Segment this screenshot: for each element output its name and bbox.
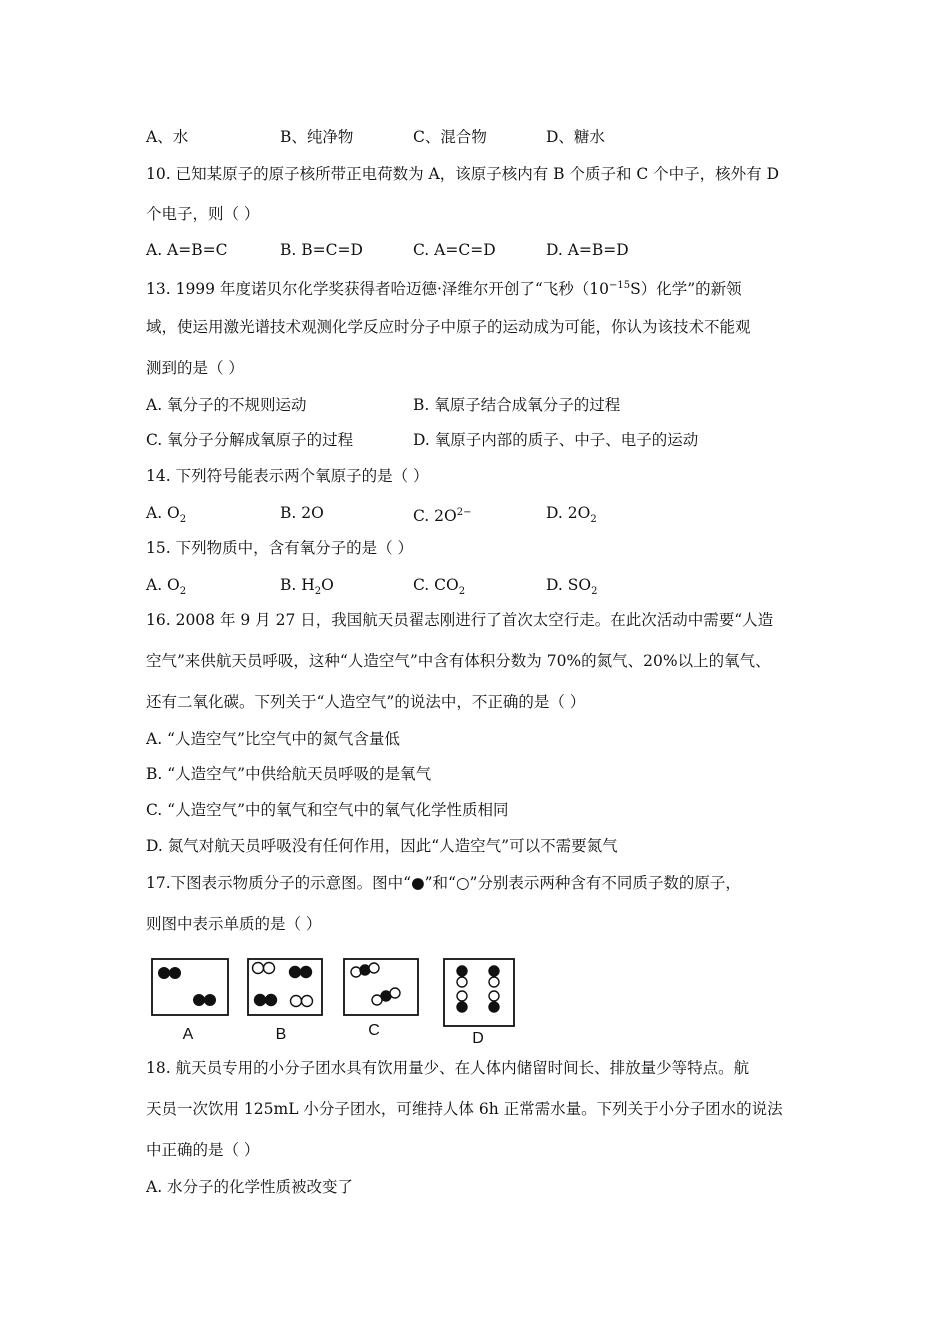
q15-d-text: D. SO [546,576,592,594]
q13-option-d: D. 氧原子内部的质子、中子、电子的运动 [413,431,699,449]
q15-b-text: B. H [280,576,315,594]
figure-d-box [444,959,514,1026]
q14-a-text: A. O [146,504,180,522]
q15-b-post: O [321,576,334,594]
figure-label-a: A [182,1026,194,1043]
figure-a-molecules [158,967,216,1006]
q15-stem: 15. 下列物质中，含有氧分子的是（ ） [146,539,414,557]
q9-option-a: A、水 [146,128,189,146]
q18-stem-line3: 中正确的是（ ） [146,1141,260,1159]
q16-stem-line3: 还有二氧化碳。下列关于“人造空气”的说法中，不正确的是（ ） [146,693,586,711]
q14-stem: 14. 下列符号能表示两个氧原子的是（ ） [146,467,429,485]
q13-exponent: −15 [609,280,631,291]
q15-option-c [413,575,465,602]
q13-option-a: A. 氧分子的不规则运动 [146,396,307,414]
figure-label-d: D [472,1030,484,1045]
q13-option-c: C. 氧分子分解成氧原子的过程 [146,431,354,449]
q13-option-b: B. 氧原子结合成氧分子的过程 [413,396,621,414]
q14-d-sub: 2 [590,514,597,526]
q13-stem-line1-pre: 13. 1999 年度诺贝尔化学奖获得者哈迈德·泽维尔开创了“飞秒（10 [146,280,610,299]
q14-c-text: C. 2O [413,507,457,526]
q15-c-sub: 2 [458,586,466,598]
q15-option-d [546,575,597,602]
q14-d-text: D. 2O [546,504,591,522]
q15-c-text: C. CO [413,576,459,594]
q10-stem-line1: 10. 已知某原子的原子核所带正电荷数为 A，该原子核内有 B 个质子和 C 个中子，核外有 D [146,165,780,183]
q14-option-c [413,503,471,526]
q15-d-sub: 2 [591,586,598,598]
q15-a-text: A. O [146,576,180,594]
q17-stem-line1: 17.下图表示物质分子的示意图。图中“●”和“○”分别表示两种含有不同质子数的原子， [146,874,741,892]
q13-stem-line3: 测到的是（ ） [146,359,244,377]
q14-option-a [146,503,186,530]
q10-option-a: A. A=B=C [146,241,228,259]
q13-stem-line1 [146,276,742,299]
q10-option-c: C. A=C=D [413,241,496,259]
q10-stem-line2: 个电子，则（ ） [146,205,260,223]
q16-stem-line2: 空气”来供航天员呼吸，这种“人造空气”中含有体积分数为 70%的氮气、20%以上的氧气、 [146,652,771,670]
q18-stem-line2: 天员一次饮用 125mL 小分子团水，可维持人体 6h 正常需水量。下列关于小分子团水的说法 [146,1100,783,1118]
figure-c-molecules [351,963,400,1005]
q17-stem-line2: 则图中表示单质的是（ ） [146,915,322,933]
q9-option-b: B、纯净物 [280,128,354,146]
figure-label-b: B [275,1026,287,1043]
q14-a-sub: 2 [179,514,187,526]
q18-option-a: A. 水分子的化学性质被改变了 [146,1178,354,1196]
q16-stem-line1: 16. 2008 年 9 月 27 日，我国航天员翟志刚进行了首次太空行走。在此次活动中需要“人造 [146,611,774,629]
q15-option-b [280,575,334,602]
molecule-figure [148,955,520,1045]
q16-option-a: A. “人造空气”比空气中的氮气含量低 [146,730,400,748]
q16-option-b: B. “人造空气”中供给航天员呼吸的是氧气 [146,765,432,783]
q13-stem-line1-post: S）化学”的新领 [630,280,742,299]
q18-stem-line1: 18. 航天员专用的小分子团水具有饮用量少、在人体内储留时间长、排放量少等特点。航 [146,1059,750,1077]
q16-option-c: C. “人造空气”中的氧气和空气中的氧气化学性质相同 [146,801,509,819]
figure-label-c: C [368,1022,380,1039]
q13-stem-line2: 域，使运用激光谱技术观测化学反应时分子中原子的运动成为可能，你认为该技术不能观 [146,318,751,336]
q15-a-sub: 2 [179,586,187,598]
q14-c-sup: 2− [456,507,472,518]
q14-option-d [546,503,597,530]
q16-option-d: D. 氮气对航天员呼吸没有任何作用，因此“人造空气”可以不需要氮气 [146,837,618,855]
q9-option-d: D、糖水 [546,128,605,146]
q10-option-d: D. A=B=D [546,241,629,259]
figure-b-molecules [253,963,313,1007]
q9-option-c: C、混合物 [413,128,487,146]
q10-option-b: B. B=C=D [280,241,363,259]
q15-b-sub: 2 [314,586,322,598]
q14-option-b: B. 2O [280,504,324,522]
q15-option-a [146,575,186,602]
figure-d-molecules [457,966,499,1012]
